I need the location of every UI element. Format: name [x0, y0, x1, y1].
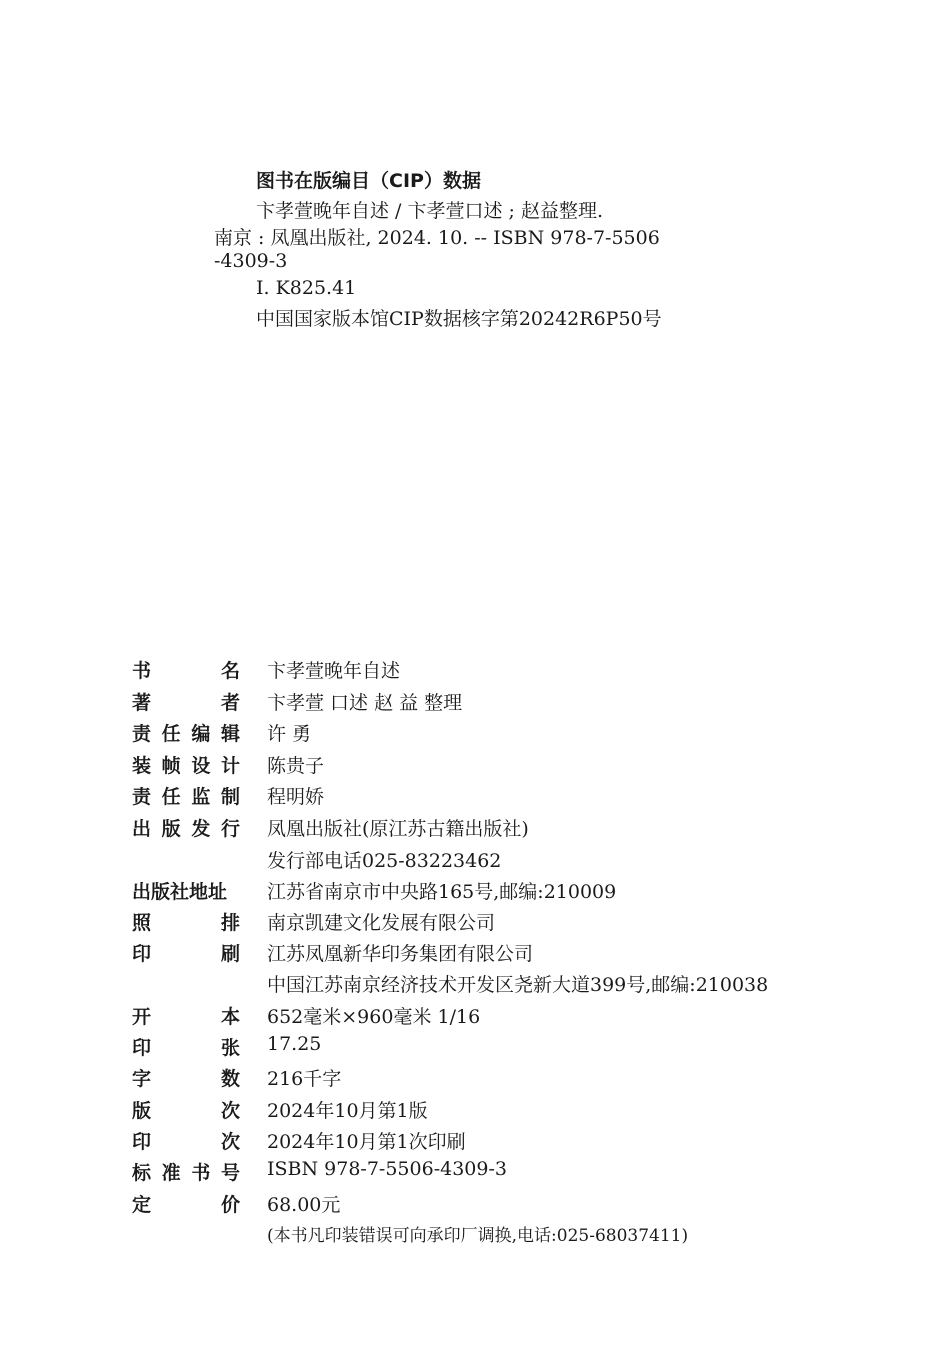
info-label-char: 计 [220, 755, 240, 777]
info-value: 2024年10月第1版 [267, 1100, 428, 1122]
info-value: 凤凰出版社(原江苏古籍出版社) [267, 818, 529, 840]
info-label-char: 行 [220, 818, 240, 840]
info-value: 许 勇 [267, 723, 312, 745]
info-label [132, 1190, 240, 1217]
info-label-char: 价 [220, 1194, 240, 1216]
info-label [132, 877, 240, 904]
info-label-char: 次 [220, 1131, 240, 1153]
info-label-char: 出 [132, 818, 152, 840]
info-row [0, 719, 945, 751]
info-label-char: 定 [132, 1194, 152, 1216]
info-row [0, 939, 945, 971]
info-label-char: 数 [220, 1068, 240, 1090]
info-value: 南京凯建文化发展有限公司 [267, 912, 496, 934]
info-row [0, 908, 945, 940]
info-label [132, 814, 240, 841]
info-row [0, 814, 945, 846]
info-row [0, 1033, 945, 1065]
info-label-char: 照 [132, 912, 152, 934]
info-row [0, 1190, 945, 1222]
info-row [0, 1127, 945, 1159]
info-label-char: 帧 [161, 755, 181, 777]
info-label [132, 656, 240, 683]
info-label-char: 任 [161, 786, 181, 808]
info-label-char: 者 [220, 692, 240, 714]
info-label-char: 责 [132, 723, 152, 745]
cip-line-2: 南京 : 凤凰出版社, 2024. 10. -- ISBN 978-7-5506 [214, 227, 660, 249]
info-label-char: 标 [132, 1162, 152, 1184]
info-label-char: 号 [220, 1162, 240, 1184]
info-value: 中国江苏南京经济技术开发区尧新大道399号,邮编:210038 [267, 974, 769, 996]
info-row [0, 688, 945, 720]
info-value: 发行部电话025-83223462 [267, 850, 502, 872]
info-label-char: 排 [220, 912, 240, 934]
info-value: 江苏凤凰新华印务集团有限公司 [267, 943, 534, 965]
info-label-char: 张 [220, 1037, 240, 1059]
info-label-char: 次 [220, 1100, 240, 1122]
info-label [132, 1064, 240, 1091]
info-label-char: 版 [132, 1100, 152, 1122]
info-label-char: 版 [161, 818, 181, 840]
info-value: ISBN 978-7-5506-4309-3 [267, 1158, 507, 1180]
info-label-char: 书 [132, 660, 152, 682]
info-row [0, 1158, 945, 1190]
info-value: 17.25 [267, 1033, 322, 1055]
info-value: 652毫米×960毫米 1/16 [267, 1006, 481, 1028]
info-label-char: 准 [161, 1162, 181, 1184]
info-value: 陈贵子 [267, 755, 325, 777]
info-label [132, 1033, 240, 1060]
info-label [132, 1127, 240, 1154]
cip-line-3: -4309-3 [214, 250, 288, 272]
info-label-char: 装 [132, 755, 152, 777]
info-row [0, 1002, 945, 1034]
info-label [132, 782, 240, 809]
info-label-char: 刷 [220, 943, 240, 965]
info-label-char: 名 [220, 660, 240, 682]
info-label-char: 编 [191, 723, 211, 745]
info-label-char: 印 [132, 1131, 152, 1153]
info-label-char: 出版社地址 [132, 881, 228, 903]
cip-line-4: Ⅰ. K825.41 [256, 277, 357, 299]
info-row [0, 656, 945, 688]
info-label [132, 939, 240, 966]
info-row [0, 782, 945, 814]
info-label [132, 688, 240, 715]
info-label [132, 1002, 240, 1029]
info-value: 216千字 [267, 1068, 342, 1090]
info-row [0, 1096, 945, 1128]
info-value: 卞孝萱 口述 赵 益 整理 [267, 692, 463, 714]
cip-title: 图书在版编目（CIP）数据 [256, 170, 481, 192]
info-value: 68.00元 [267, 1194, 341, 1216]
info-row [0, 1064, 945, 1096]
cip-line-5: 中国国家版本馆CIP数据核字第20242R6P50号 [256, 308, 662, 330]
info-label [132, 1096, 240, 1123]
info-label-char: 责 [132, 786, 152, 808]
info-label-char: 任 [161, 723, 181, 745]
info-label-char: 开 [132, 1006, 152, 1028]
info-row [0, 970, 945, 1002]
info-row [0, 751, 945, 783]
info-row [0, 877, 945, 909]
info-label-char: 设 [191, 755, 211, 777]
info-value: 卞孝萱晚年自述 [267, 660, 401, 682]
info-row [0, 846, 945, 878]
info-label-char: 字 [132, 1068, 152, 1090]
footnote: (本书凡印装错误可向承印厂调换,电话:025-68037411) [267, 1226, 689, 1246]
info-label-char: 制 [220, 786, 240, 808]
info-label [132, 908, 240, 935]
info-label-char: 书 [191, 1162, 211, 1184]
info-label [132, 751, 240, 778]
info-value: 江苏省南京市中央路165号,邮编:210009 [267, 881, 617, 903]
info-label-char: 印 [132, 943, 152, 965]
info-label-char: 本 [220, 1006, 240, 1028]
info-value: 2024年10月第1次印刷 [267, 1131, 466, 1153]
info-value: 程明娇 [267, 786, 325, 808]
info-label [132, 719, 240, 746]
info-label [132, 1158, 240, 1185]
info-label-char: 辑 [220, 723, 240, 745]
info-label-char: 印 [132, 1037, 152, 1059]
cip-line-1: 卞孝萱晚年自述 / 卞孝萱口述 ; 赵益整理. [256, 200, 604, 222]
info-label-char: 发 [191, 818, 211, 840]
info-label-char: 监 [191, 786, 211, 808]
info-label-char: 著 [132, 692, 152, 714]
